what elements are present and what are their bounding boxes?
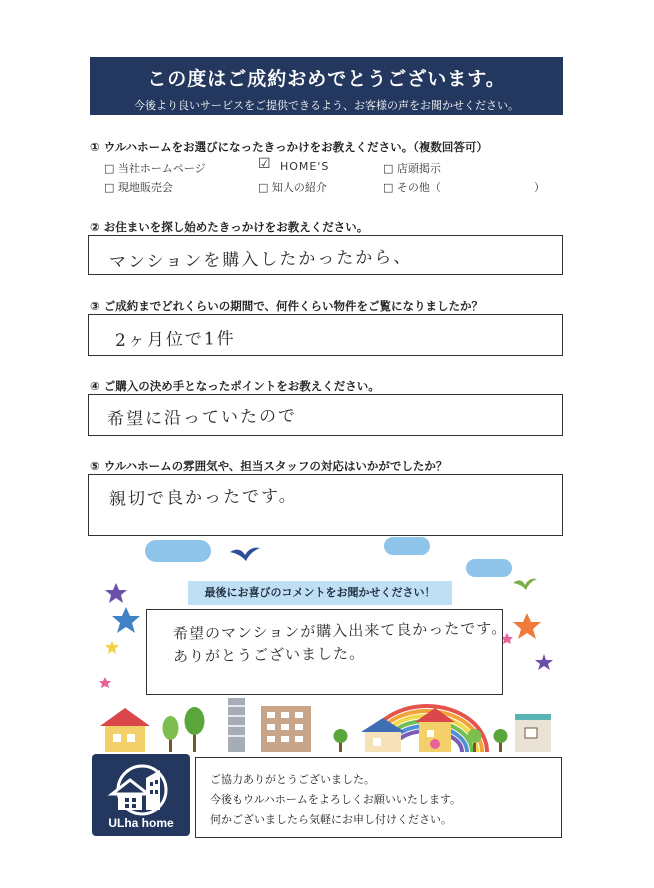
question-5: ⑤ ウルハホームの雰囲気や、担当スタッフの対応はいかがでしたか？ xyxy=(90,459,448,473)
header-title: この度はご成約おめでとうございます。 xyxy=(147,68,506,90)
bird-icon xyxy=(512,576,538,592)
answer-box-3[interactable] xyxy=(88,314,563,356)
option-homepage[interactable]: □ 当社ホームページ xyxy=(104,162,206,175)
question-4: ④ ご購入の決め手となったポイントをお教えください。 xyxy=(90,379,380,393)
answer-3: 2ヶ月位で1件 xyxy=(114,328,236,352)
header-subtitle: 今後より良いサービスをご提供できるよう、お客様の声をお聞かせください。 xyxy=(134,99,519,112)
answer-2: マンションを購入したかったから、 xyxy=(108,247,413,273)
star-icon xyxy=(104,640,120,655)
star-icon xyxy=(534,653,554,671)
footer-line-2: 今後もウルハホームをよろしくお願いいたします。 xyxy=(210,793,462,806)
cloud-icon xyxy=(384,537,430,555)
answer-box-5[interactable] xyxy=(88,474,563,536)
comment-banner: 最後にお喜びのコメントをお聞かせください！ xyxy=(188,581,452,605)
logo-text: ULha home xyxy=(108,816,174,830)
question-2: ② お住まいを探し始めたきっかけをお教えください。 xyxy=(90,220,369,234)
survey-header xyxy=(90,57,563,115)
house-logo-icon xyxy=(106,760,176,816)
star-icon xyxy=(104,582,128,604)
swallow-bird-icon xyxy=(228,544,262,564)
comment-line-1: 希望のマンションが購入出来て良かったです。 xyxy=(172,619,508,643)
cloud-icon xyxy=(466,559,512,577)
company-logo xyxy=(92,754,190,836)
footer-line-1: ご協力ありがとうございました。 xyxy=(210,773,375,786)
cloud-icon xyxy=(145,540,211,562)
answer-4: 希望に沿っていたので xyxy=(106,406,298,430)
answer-box-4[interactable] xyxy=(88,394,563,436)
comment-box[interactable] xyxy=(146,609,508,695)
option-onsite-sale[interactable]: □ 現地販売会 xyxy=(104,181,173,194)
comment-line-2: ありがとうございました。 xyxy=(172,644,366,666)
option-other[interactable]: □ その他（ xyxy=(383,181,441,194)
answer-5: 親切で良かったです。 xyxy=(108,486,298,510)
answer-box-2[interactable] xyxy=(88,235,563,275)
option-homes[interactable]: HOME'S xyxy=(280,160,330,173)
option-storefront[interactable]: □ 店頭掲示 xyxy=(383,162,441,175)
question-1: ① ウルハホームをお選びになったきっかけをお教えください。（複数回答可） xyxy=(90,140,488,154)
footer-message-box xyxy=(195,757,562,838)
town-illustration xyxy=(95,696,560,754)
option-other-close: ） xyxy=(534,181,545,194)
checked-checkbox-icon[interactable]: ☑ xyxy=(258,156,271,172)
star-icon xyxy=(98,676,112,689)
option-referral[interactable]: □ 知人の紹介 xyxy=(258,181,327,194)
star-icon xyxy=(111,606,141,634)
question-3: ③ ご成約までどれくらいの期間で、何件くらい物件をご覧になりましたか？ xyxy=(90,299,484,313)
star-icon xyxy=(512,612,542,640)
footer-line-3: 何かございましたら気軽にお申し付けください。 xyxy=(210,813,452,826)
